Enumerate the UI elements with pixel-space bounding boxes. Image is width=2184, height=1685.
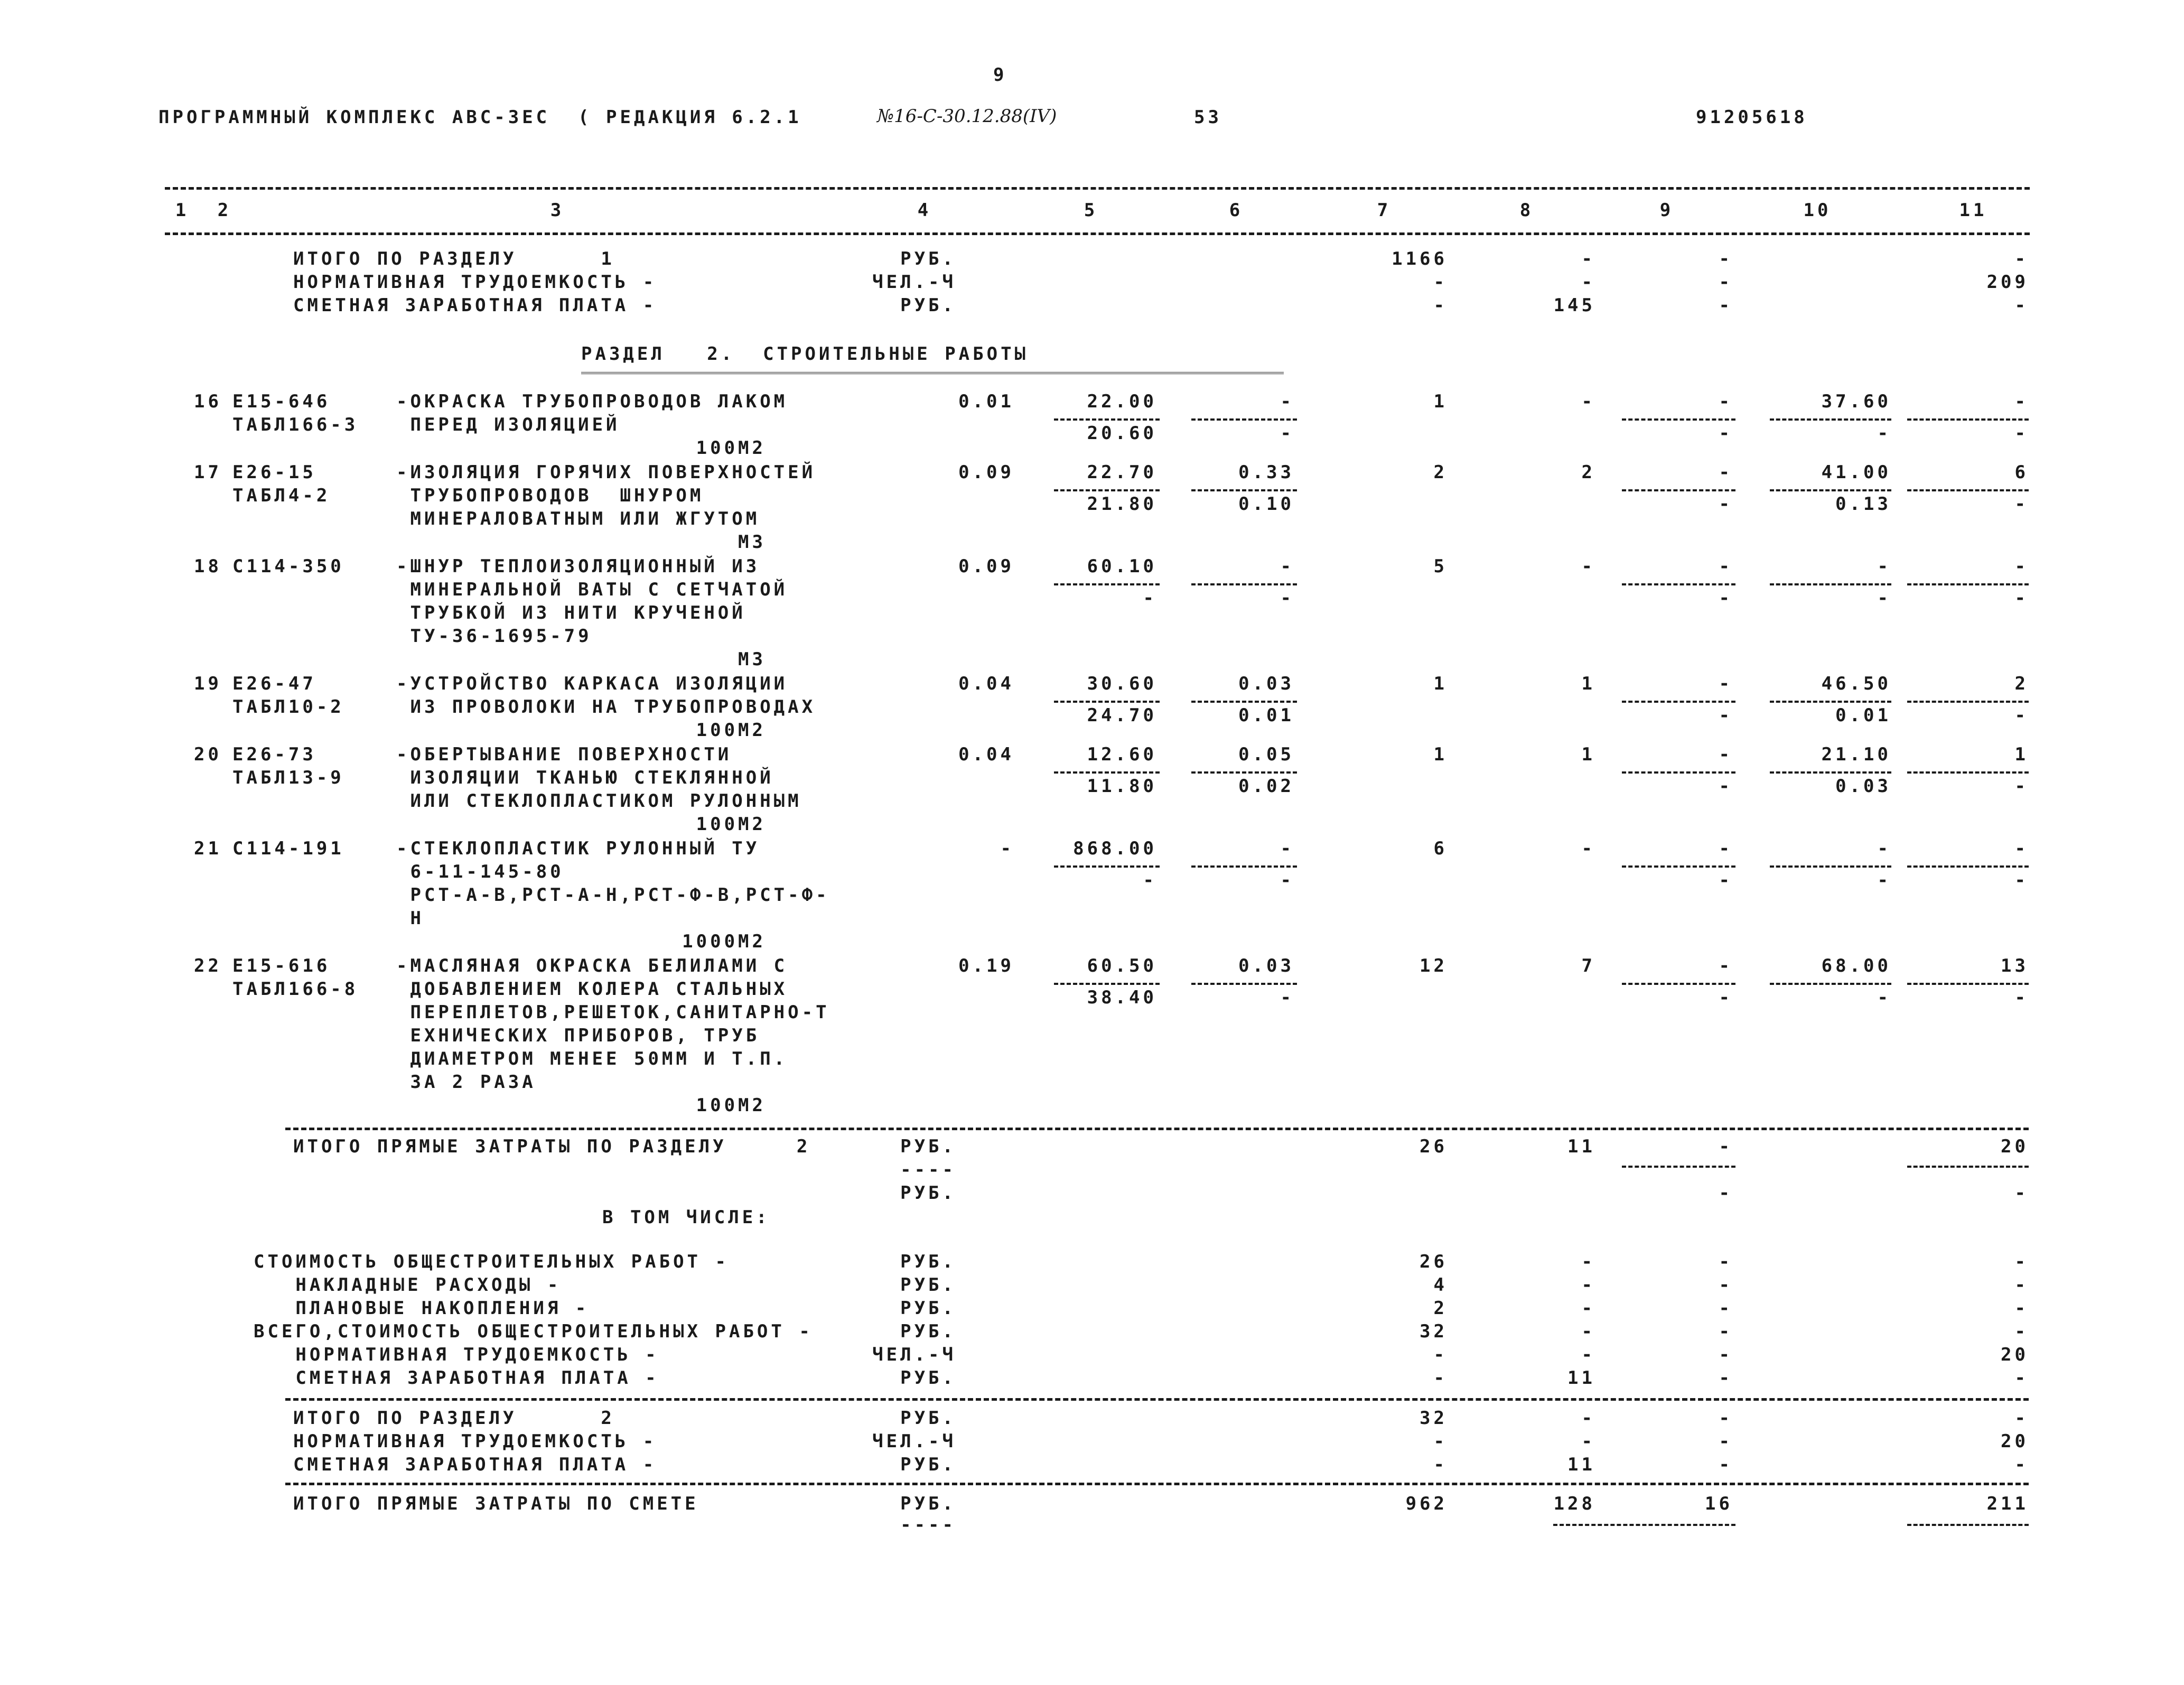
total-col7: - — [1433, 1454, 1448, 1475]
rule — [1054, 701, 1160, 703]
item-col6: 0.33 — [1238, 462, 1294, 483]
rule — [1054, 418, 1160, 421]
total-label: НОРМАТИВНАЯ ТРУДОЕМКОСТЬ - — [293, 1431, 657, 1452]
breakdown-col7: 26 — [1420, 1251, 1448, 1272]
item-col9: - — [1719, 955, 1733, 976]
item-col10: 21.10 — [1821, 744, 1891, 765]
item-col9: - — [1719, 838, 1733, 859]
total-col7: - — [1433, 1431, 1448, 1452]
item-table: ТАБЛ166-3 — [232, 414, 359, 435]
item-description: Н — [396, 908, 424, 929]
direct-costs-col9-sub: - — [1719, 1183, 1733, 1204]
item-col7: 1 — [1433, 391, 1448, 412]
item-col9: - — [1719, 391, 1733, 412]
total-unit: РУБ. — [900, 1454, 956, 1475]
item-col10: 37.60 — [1821, 391, 1891, 412]
item-price-sub: 20.60 — [1087, 423, 1157, 444]
breakdown-col9: - — [1719, 1251, 1733, 1272]
breakdown-label: СТОИМОСТЬ ОБЩЕСТРОИТЕЛЬНЫХ РАБОТ - — [254, 1251, 729, 1272]
rule — [1622, 865, 1735, 868]
item-col9-sub: - — [1719, 987, 1733, 1008]
item-price: 12.60 — [1087, 744, 1157, 765]
item-unit: 100М2 — [696, 1095, 766, 1116]
item-col8: 1 — [1581, 744, 1595, 765]
item-col6-sub: - — [1280, 987, 1294, 1008]
item-description: -ИЗОЛЯЦИЯ ГОРЯЧИХ ПОВЕРХНОСТЕЙ — [396, 462, 816, 483]
rule — [1907, 865, 2029, 868]
column-number: 10 — [1803, 200, 1832, 221]
rule — [1191, 418, 1297, 421]
column-number: 9 — [1659, 200, 1674, 221]
item-price-sub: 24.70 — [1087, 705, 1157, 726]
total-col7: 32 — [1420, 1408, 1448, 1429]
item-description: ПЕРЕПЛЕТОВ,РЕШЕТОК,САНИТАРНО-Т — [396, 1002, 830, 1023]
item-description: МИНЕРАЛОВАТНЫМ ИЛИ ЖГУТОМ — [396, 508, 760, 529]
direct-costs-label: ИТОГО ПРЯМЫЕ ЗАТРАТЫ ПО РАЗДЕЛУ 2 — [293, 1136, 811, 1157]
item-col11-sub: - — [2014, 987, 2029, 1008]
item-col10-sub: 0.13 — [1835, 494, 1891, 515]
total-col8: - — [1581, 1431, 1595, 1452]
breakdown-col8: - — [1581, 1274, 1595, 1296]
rule — [165, 232, 2030, 235]
breakdown-unit: РУБ. — [900, 1367, 956, 1389]
item-col6: - — [1280, 838, 1294, 859]
item-col6-sub: - — [1280, 588, 1294, 609]
direct-costs-sep: ---- — [900, 1159, 956, 1180]
item-col7: 5 — [1433, 556, 1448, 577]
estimate-total-col7: 962 — [1405, 1493, 1448, 1514]
item-col10-sub: 0.01 — [1835, 705, 1891, 726]
estimate-total-col11: 211 — [1986, 1493, 2029, 1514]
item-price: 868.00 — [1073, 838, 1157, 859]
breakdown-label: ПЛАНОВЫЕ НАКОПЛЕНИЯ - — [254, 1298, 590, 1319]
total-label: СМЕТНАЯ ЗАРАБОТНАЯ ПЛАТА - — [293, 295, 657, 316]
item-price: 60.50 — [1087, 955, 1157, 976]
total-col8: - — [1581, 248, 1595, 269]
breakdown-unit: РУБ. — [900, 1274, 956, 1296]
item-qty: 0.04 — [958, 744, 1014, 765]
item-col10: 68.00 — [1821, 955, 1891, 976]
total-unit: ЧЕЛ.-Ч — [872, 272, 956, 293]
item-col9-sub: - — [1719, 423, 1733, 444]
rule — [1191, 771, 1297, 774]
total-col8: 145 — [1553, 295, 1595, 316]
rule — [1191, 865, 1297, 868]
total-col11: - — [2014, 248, 2029, 269]
item-col7: 12 — [1420, 955, 1448, 976]
item-table: ТАБЛ13-9 — [232, 767, 344, 788]
total-unit: РУБ. — [900, 1408, 956, 1429]
item-col11-sub: - — [2014, 588, 2029, 609]
item-description: -УСТРОЙСТВО КАРКАСА ИЗОЛЯЦИИ — [396, 673, 788, 694]
breakdown-col11: - — [2014, 1274, 2029, 1296]
rule — [1907, 1166, 2029, 1168]
item-unit: 1000М2 — [682, 931, 766, 952]
item-col9-sub: - — [1719, 870, 1733, 891]
rule — [285, 1128, 2029, 1130]
total-col9: - — [1719, 1408, 1733, 1429]
total-col9: - — [1719, 272, 1733, 293]
item-col10: 41.00 — [1821, 462, 1891, 483]
breakdown-unit: РУБ. — [900, 1321, 956, 1342]
item-code: С114-350 — [232, 556, 344, 577]
rule — [1770, 983, 1891, 985]
breakdown-col9: - — [1719, 1274, 1733, 1296]
rule — [1770, 489, 1891, 491]
item-description: -СТЕКЛОПЛАСТИК РУЛОННЫЙ ТУ — [396, 838, 760, 859]
total-col7: - — [1433, 272, 1448, 293]
page-mark: 9 — [993, 64, 1007, 86]
item-description: ИЗОЛЯЦИИ ТКАНЬЮ СТЕКЛЯННОЙ — [396, 767, 774, 788]
item-col6: 0.03 — [1238, 955, 1294, 976]
item-col7: 1 — [1433, 744, 1448, 765]
column-number: 5 — [1084, 200, 1098, 221]
item-description: РСТ-А-В,РСТ-А-Н,РСТ-Ф-В,РСТ-Ф- — [396, 885, 830, 906]
estimate-total-label: ИТОГО ПРЯМЫЕ ЗАТРАТЫ ПО СМЕТЕ — [293, 1493, 699, 1514]
item-number: 19 — [194, 673, 222, 694]
direct-costs-col8: 11 — [1567, 1136, 1595, 1157]
breakdown-label: НОРМАТИВНАЯ ТРУДОЕМКОСТЬ - — [254, 1344, 659, 1365]
item-description: -ОБЕРТЫВАНИЕ ПОВЕРХНОСТИ — [396, 744, 732, 765]
total-col7: - — [1433, 295, 1448, 316]
breakdown-col8: 11 — [1567, 1367, 1595, 1389]
item-description: ТРУБОПРОВОДОВ ШНУРОМ — [396, 485, 704, 506]
item-col8: - — [1581, 838, 1595, 859]
item-col11: - — [2014, 391, 2029, 412]
breakdown-col9: - — [1719, 1298, 1733, 1319]
item-col10-sub: - — [1877, 588, 1891, 609]
rule — [1622, 701, 1735, 703]
item-col9: - — [1719, 744, 1733, 765]
item-col9: - — [1719, 462, 1733, 483]
rule — [1054, 489, 1160, 491]
item-col11: - — [2014, 838, 2029, 859]
item-col6-sub: - — [1280, 423, 1294, 444]
item-col9: - — [1719, 556, 1733, 577]
item-qty: - — [1000, 838, 1014, 859]
item-col6-sub: 0.10 — [1238, 494, 1294, 515]
breakdown-col7: 4 — [1433, 1274, 1448, 1296]
column-number: 6 — [1229, 200, 1244, 221]
estimate-total-col9: 16 — [1705, 1493, 1733, 1514]
direct-costs-col11-sub: - — [2014, 1183, 2029, 1204]
item-col7: 1 — [1433, 673, 1448, 694]
direct-costs-col7: 26 — [1420, 1136, 1448, 1157]
item-col11: 2 — [2014, 673, 2029, 694]
direct-costs-unit2: РУБ. — [900, 1183, 956, 1204]
rule — [1622, 583, 1735, 585]
item-col7: 6 — [1433, 838, 1448, 859]
item-description: ПЕРЕД ИЗОЛЯЦИЕЙ — [396, 414, 620, 435]
breakdown-col11: - — [2014, 1321, 2029, 1342]
estimate-total-col8: 128 — [1553, 1493, 1595, 1514]
item-col11: 1 — [2014, 744, 2029, 765]
item-description: ИЛИ СТЕКЛОПЛАСТИКОМ РУЛОННЫМ — [396, 790, 802, 812]
item-qty: 0.19 — [958, 955, 1014, 976]
item-qty: 0.09 — [958, 556, 1014, 577]
total-col11: 209 — [1986, 272, 2029, 293]
total-unit: РУБ. — [900, 248, 956, 269]
item-price-sub: - — [1143, 588, 1157, 609]
item-col7: 2 — [1433, 462, 1448, 483]
rule — [1907, 983, 2029, 985]
rule — [1907, 1524, 2029, 1526]
breakdown-unit: РУБ. — [900, 1251, 956, 1272]
total-label: ИТОГО ПО РАЗДЕЛУ 2 — [293, 1408, 615, 1429]
rule — [1622, 418, 1735, 421]
item-description: 6-11-145-80 — [396, 861, 564, 882]
item-description: -ШНУР ТЕПЛОИЗОЛЯЦИОННЫЙ ИЗ — [396, 556, 760, 577]
rule — [1907, 418, 2029, 421]
item-col10-sub: - — [1877, 870, 1891, 891]
rule — [285, 1483, 2029, 1485]
column-number: 11 — [1959, 200, 1987, 221]
item-description: -ОКРАСКА ТРУБОПРОВОДОВ ЛАКОМ — [396, 391, 788, 412]
total-col9: - — [1719, 1431, 1733, 1452]
total-label: СМЕТНАЯ ЗАРАБОТНАЯ ПЛАТА - — [293, 1454, 657, 1475]
rule — [1054, 583, 1160, 585]
item-code: Е15-616 — [232, 955, 331, 976]
rule — [1191, 489, 1297, 491]
item-col9-sub: - — [1719, 588, 1733, 609]
item-col11-sub: - — [2014, 776, 2029, 797]
item-unit: 100М2 — [696, 814, 766, 835]
estimate-total-sep: ---- — [900, 1514, 956, 1535]
item-number: 20 — [194, 744, 222, 765]
item-number: 21 — [194, 838, 222, 859]
item-qty: 0.09 — [958, 462, 1014, 483]
total-col11: - — [2014, 1408, 2029, 1429]
direct-costs-col11: 20 — [2001, 1136, 2029, 1157]
item-col8: 2 — [1581, 462, 1595, 483]
total-col8: - — [1581, 1408, 1595, 1429]
breakdown-col8: - — [1581, 1251, 1595, 1272]
item-description: ЕХНИЧЕСКИХ ПРИБОРОВ, ТРУБ — [396, 1025, 760, 1046]
item-table: ТАБЛ166-8 — [232, 979, 359, 1000]
item-col9-sub: - — [1719, 494, 1733, 515]
rule — [1907, 489, 2029, 491]
column-number: 3 — [550, 200, 565, 221]
item-col10-sub: - — [1877, 423, 1891, 444]
item-number: 16 — [194, 391, 222, 412]
item-col6: 0.05 — [1238, 744, 1294, 765]
column-number: 4 — [917, 200, 932, 221]
breakdown-col8: - — [1581, 1344, 1595, 1365]
rule — [1770, 701, 1891, 703]
total-col7: 1166 — [1392, 248, 1448, 269]
total-col11: - — [2014, 1454, 2029, 1475]
item-price: 22.70 — [1087, 462, 1157, 483]
rule — [1770, 418, 1891, 421]
item-col8: 7 — [1581, 955, 1595, 976]
item-description: ДОБАВЛЕНИЕМ КОЛЕРА СТАЛЬНЫХ — [396, 979, 788, 1000]
total-col11: 20 — [2001, 1431, 2029, 1452]
item-description: ТУ-36-1695-79 — [396, 626, 592, 647]
total-col8: - — [1581, 272, 1595, 293]
total-col9: - — [1719, 248, 1733, 269]
rule — [1054, 771, 1160, 774]
total-unit: РУБ. — [900, 295, 956, 316]
item-qty: 0.01 — [958, 391, 1014, 412]
direct-costs-unit: РУБ. — [900, 1136, 956, 1157]
breakdown-label: НАКЛАДНЫЕ РАСХОДЫ - — [254, 1274, 562, 1296]
item-col11-sub: - — [2014, 705, 2029, 726]
total-col11: - — [2014, 295, 2029, 316]
breakdown-col11: - — [2014, 1367, 2029, 1389]
total-col8: 11 — [1567, 1454, 1595, 1475]
rule — [1191, 701, 1297, 703]
total-label: ИТОГО ПО РАЗДЕЛУ 1 — [293, 248, 615, 269]
item-table: ТАБЛ4-2 — [232, 485, 331, 506]
item-col6-sub: 0.02 — [1238, 776, 1294, 797]
rule — [1191, 583, 1297, 585]
item-description: ДИАМЕТРОМ МЕНЕЕ 50ММ И Т.П. — [396, 1048, 788, 1069]
item-qty: 0.04 — [958, 673, 1014, 694]
rule — [1054, 865, 1160, 868]
item-price: 30.60 — [1087, 673, 1157, 694]
item-price-sub: - — [1143, 870, 1157, 891]
total-unit: ЧЕЛ.-Ч — [872, 1431, 956, 1452]
item-col6: - — [1280, 391, 1294, 412]
rule — [1907, 771, 2029, 774]
item-description: ИЗ ПРОВОЛОКИ НА ТРУБОПРОВОДАХ — [396, 696, 816, 718]
direct-costs-col9: - — [1719, 1136, 1733, 1157]
item-col10: - — [1877, 838, 1891, 859]
item-description: -МАСЛЯНАЯ ОКРАСКА БЕЛИЛАМИ С — [396, 955, 788, 976]
item-unit: 100М2 — [696, 437, 766, 459]
item-col11-sub: - — [2014, 494, 2029, 515]
rule — [285, 1398, 2029, 1401]
including-label: В ТОМ ЧИСЛЕ: — [602, 1207, 770, 1228]
item-price: 22.00 — [1087, 391, 1157, 412]
item-col11: 13 — [2001, 955, 2029, 976]
breakdown-unit: РУБ. — [900, 1298, 956, 1319]
item-col11-sub: - — [2014, 870, 2029, 891]
item-code: Е26-15 — [232, 462, 316, 483]
breakdown-col11: - — [2014, 1251, 2029, 1272]
item-col6: - — [1280, 556, 1294, 577]
item-unit: М3 — [738, 532, 766, 553]
rule — [1553, 1524, 1735, 1526]
item-description: ТРУБКОЙ ИЗ НИТИ КРУЧЕНОЙ — [396, 602, 746, 623]
rule — [1622, 771, 1735, 774]
item-col10-sub: - — [1877, 987, 1891, 1008]
page-number: 53 — [1194, 107, 1222, 128]
item-number: 22 — [194, 955, 222, 976]
program-title: ПРОГРАММНЫЙ КОМПЛЕКС АВС-3ЕС ( РЕДАКЦИЯ 6.2.1 — [158, 107, 802, 128]
item-col6-sub: - — [1280, 870, 1294, 891]
item-code: С114-191 — [232, 838, 344, 859]
rule — [1770, 865, 1891, 868]
column-number: 7 — [1377, 200, 1392, 221]
section-title: РАЗДЕЛ 2. СТРОИТЕЛЬНЫЕ РАБОТЫ — [581, 343, 1029, 365]
item-price: 60.10 — [1087, 556, 1157, 577]
item-price-sub: 21.80 — [1087, 494, 1157, 515]
estimate-total-unit: РУБ. — [900, 1493, 956, 1514]
item-col10: - — [1877, 556, 1891, 577]
column-number: 2 — [217, 200, 232, 221]
breakdown-col7: 32 — [1420, 1321, 1448, 1342]
breakdown-col8: - — [1581, 1321, 1595, 1342]
item-col8: 1 — [1581, 673, 1595, 694]
breakdown-label: ВСЕГО,СТОИМОСТЬ ОБЩЕСТРОИТЕЛЬНЫХ РАБОТ - — [254, 1321, 813, 1342]
total-col9: - — [1719, 1454, 1733, 1475]
total-col9: - — [1719, 295, 1733, 316]
item-col10: 46.50 — [1821, 673, 1891, 694]
rule — [1907, 701, 2029, 703]
rule — [1770, 771, 1891, 774]
item-price-sub: 11.80 — [1087, 776, 1157, 797]
breakdown-unit: ЧЕЛ.-Ч — [872, 1344, 956, 1365]
rule — [1622, 983, 1735, 985]
breakdown-col8: - — [1581, 1298, 1595, 1319]
column-number: 8 — [1519, 200, 1534, 221]
breakdown-label: СМЕТНАЯ ЗАРАБОТНАЯ ПЛАТА - — [254, 1367, 659, 1389]
item-description: МИНЕРАЛЬНОЙ ВАТЫ С СЕТЧАТОЙ — [396, 579, 788, 600]
breakdown-col7: - — [1433, 1344, 1448, 1365]
breakdown-col11: 20 — [2001, 1344, 2029, 1365]
item-unit: 100М2 — [696, 720, 766, 741]
item-col9-sub: - — [1719, 776, 1733, 797]
item-col6: 0.03 — [1238, 673, 1294, 694]
item-code: Е26-47 — [232, 673, 316, 694]
rule — [581, 372, 1284, 374]
total-label: НОРМАТИВНАЯ ТРУДОЕМКОСТЬ - — [293, 272, 657, 293]
breakdown-col7: 2 — [1433, 1298, 1448, 1319]
column-number: 1 — [175, 200, 190, 221]
item-col11: - — [2014, 556, 2029, 577]
rule — [1907, 583, 2029, 585]
item-number: 17 — [194, 462, 222, 483]
rule — [1622, 1166, 1735, 1168]
rule — [1770, 583, 1891, 585]
rule — [1054, 983, 1160, 985]
item-col8: - — [1581, 556, 1595, 577]
item-col11: 6 — [2014, 462, 2029, 483]
breakdown-col7: - — [1433, 1367, 1448, 1389]
rule — [1622, 489, 1735, 491]
rule — [1191, 983, 1297, 985]
handwritten-note: №16-С-30.12.88(IV) — [877, 106, 1057, 127]
breakdown-col9: - — [1719, 1344, 1733, 1365]
breakdown-col11: - — [2014, 1298, 2029, 1319]
rule — [165, 187, 2030, 190]
item-col6-sub: 0.01 — [1238, 705, 1294, 726]
item-col11-sub: - — [2014, 423, 2029, 444]
item-col9-sub: - — [1719, 705, 1733, 726]
doc-code: 91205618 — [1696, 107, 1808, 128]
item-code: Е26-73 — [232, 744, 316, 765]
item-code: Е15-646 — [232, 391, 331, 412]
item-col8: - — [1581, 391, 1595, 412]
breakdown-col9: - — [1719, 1367, 1733, 1389]
item-table: ТАБЛ10-2 — [232, 696, 344, 718]
item-col9: - — [1719, 673, 1733, 694]
item-price-sub: 38.40 — [1087, 987, 1157, 1008]
item-unit: М3 — [738, 649, 766, 670]
item-description: ЗА 2 РАЗА — [396, 1072, 536, 1093]
item-number: 18 — [194, 556, 222, 577]
item-col10-sub: 0.03 — [1835, 776, 1891, 797]
breakdown-col9: - — [1719, 1321, 1733, 1342]
